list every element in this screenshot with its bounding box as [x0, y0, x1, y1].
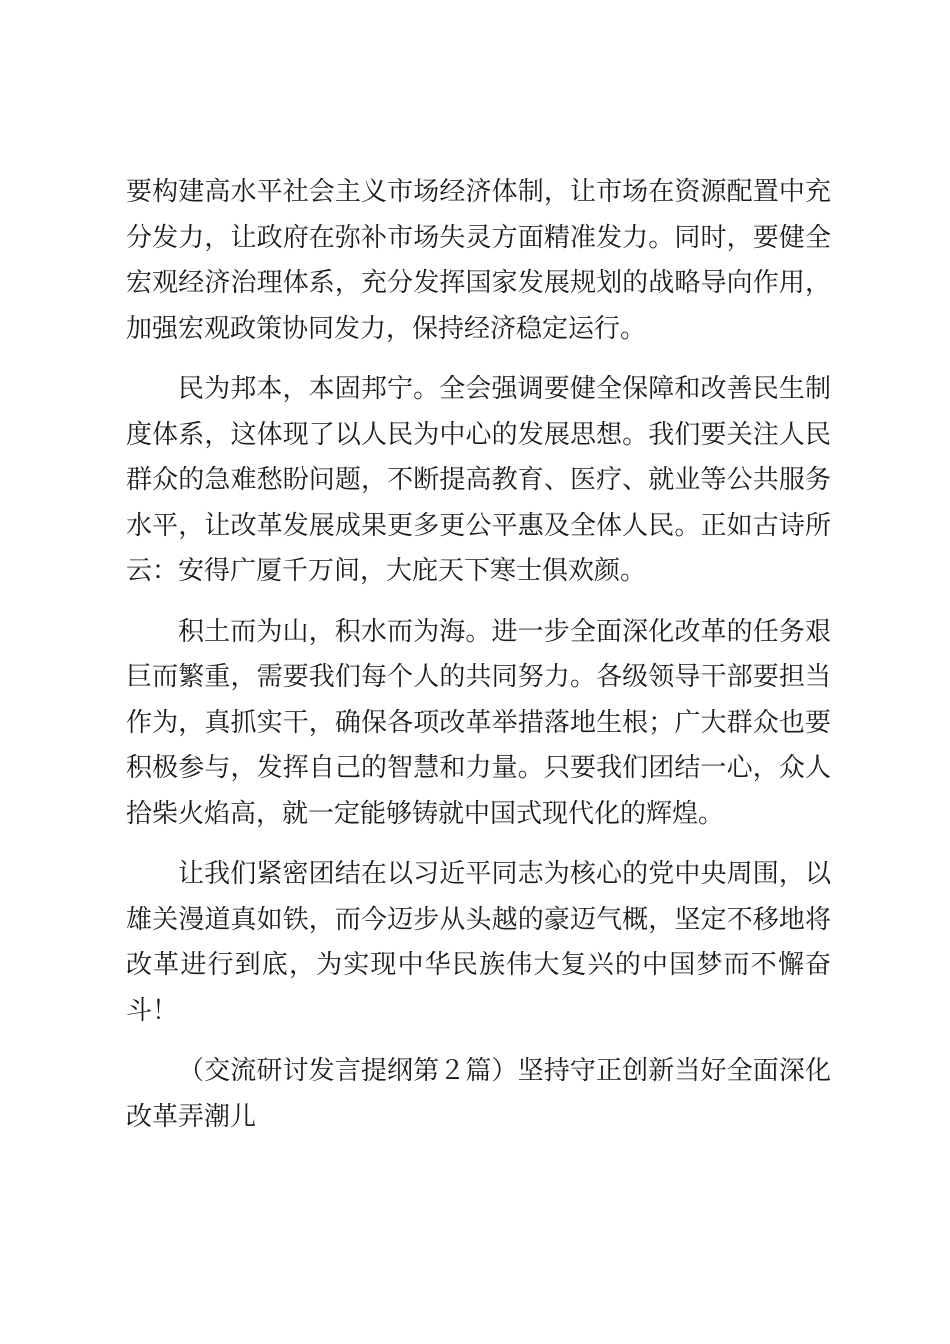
document-body [126, 170, 831, 1155]
paragraph-closing-call: 让我们紧密团结在以习近平同志为核心的党中央周围，以雄关漫道真如铁，而今迈步从头越的豪迈气概，坚定不移地将改革进行到底，为实现中华民族伟大复兴的中国梦而不懈奋斗！ [126, 859, 831, 1026]
paragraph-livelihood: 民为邦本，本固邦宁。全会强调要健全保障和改善民生制度体系，这体现了以人民为中心的发展思想。我们要关注人民群众的急难愁盼问题，不断提高教育、医疗、就业等公共服务水平，让改革发展成果更多更公平惠及全体人民。正如古诗所云：安得广厦千万间，大庇天下寒士俱欢颜。 [126, 374, 831, 586]
paragraph-joint-effort: 积土而为山，积水而为海。进一步全面深化改革的任务艰巨而繁重，需要我们每个人的共同努力。各级领导干部要担当作为，真抓实干，确保各项改革举措落地生根；广大群众也要积极参与，发挥自己的智慧和力量。只要我们团结一心，众人拾柴火焰高，就一定能够铸就中国式现代化的辉煌。 [126, 616, 831, 829]
next-article-heading: （交流研讨发言提纲第２篇）坚持守正创新当好全面深化改革弄潮儿 [126, 1056, 831, 1132]
paragraph-market-economy: 要构建高水平社会主义市场经济体制，让市场在资源配置中充分发力，让政府在弥补市场失灵方面精准发力。同时，要健全宏观经济治理体系，充分发挥国家发展规划的战略导向作用，加强宏观政策协同发力，保持经济稳定运行。 [126, 177, 831, 344]
